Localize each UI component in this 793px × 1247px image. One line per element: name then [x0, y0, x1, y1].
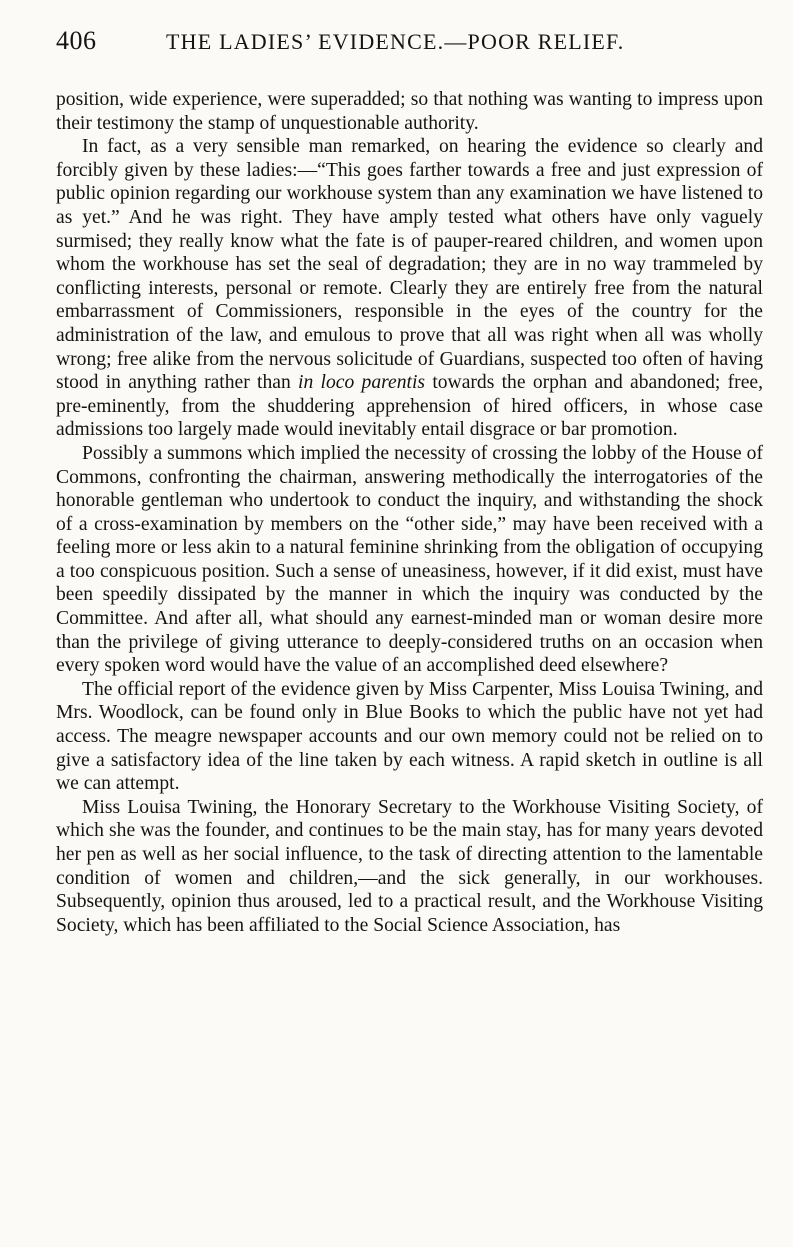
paragraph: [56, 88, 763, 135]
paragraph-text: towards the orphan and abandoned; free, pre-eminently, from the shuddering apprehension of hired officers, in whose case admissions too largely made would inevitably entail disgrace or bar promotion.: [56, 372, 763, 441]
running-head: [56, 26, 763, 66]
paragraph-text: Possibly a summons which implied the necessity of crossing the lobby of the House of Commons, confronting the chairman, answering methodically the interrogatories of the honorable gentleman who undertook to conduct the inquiry, and withstanding the shock of a cross-examination by members on the “other side,” may have been received with a feeling more or less akin to a natural feminine shrinking from the obligation of occupying a too conspicuous position. Such a sense of uneasiness, however, if it did exist, must have been speedily dissipated by the manner in which the inquiry was conducted by the Committee. And after all, what should any earnest-minded man or woman desire more than the privilege of giving utterance to deeply-considered truths on an occasion when every spoken word would have the value of an accomplished deed elsewhere?: [56, 442, 763, 677]
paragraph: [56, 442, 763, 678]
running-title: THE LADIES’ EVIDENCE.—POOR RELIEF.: [166, 29, 625, 54]
paragraph: [56, 135, 763, 442]
paragraph-text: position, wide experience, were superadded; so that nothing was wanting to impress upon their testimony the stamp of unquestionable authority.: [56, 89, 763, 134]
paragraph: [56, 796, 763, 938]
paragraph-text: In fact, as a very sensible man remarked, on hearing the evidence so clearly and forcibly given by these ladies:—“This goes farther towards a free and just expression of public opinion regarding our workhouse system than any examination we have listened to as yet.” And he was right. They have amply tested what others have only vaguely surmised; they really know what the fate is of pauper-reared children, and women upon whom the workhouse has set the seal of degradation; they are in no way trammeled by conflicting interests, personal or remote. Clearly they are entirely free from the natural embarrassment of Commissioners, responsible in the eyes of the country for the administration of the law, and emulous to prove that all was right when all was wholly wrong; free alike from the nervous solicitude of Guardians, suspected too often of having stood in anything rather than: [56, 136, 763, 394]
paragraph-text: Miss Louisa Twining, the Honorary Secretary to the Workhouse Visiting Society, of which she was the founder, and continues to be the main stay, has for many years devoted her pen as well as her social influence, to the task of directing attention to the lamentable condition of women and children,—and the sick generally, in our workhouses. Subsequently, opinion thus aroused, led to a practical result, and the Workhouse Visiting Society, which has been affiliated to the Social Science Association, has: [56, 796, 763, 936]
paragraph-text: The official report of the evidence given by Miss Carpenter, Miss Louisa Twining, and Mrs. Woodlock, can be found only in Blue Books to which the public have not yet had access. The meagre newspaper accounts and our own memory could not be relied on to give a satisfactory idea of the line taken by each witness. A rapid sketch in outline is all we can attempt.: [56, 678, 763, 795]
body-text: [56, 88, 763, 937]
page-number: 406: [56, 26, 97, 55]
paragraph: [56, 678, 763, 796]
italic-phrase: in loco parentis: [298, 372, 426, 394]
